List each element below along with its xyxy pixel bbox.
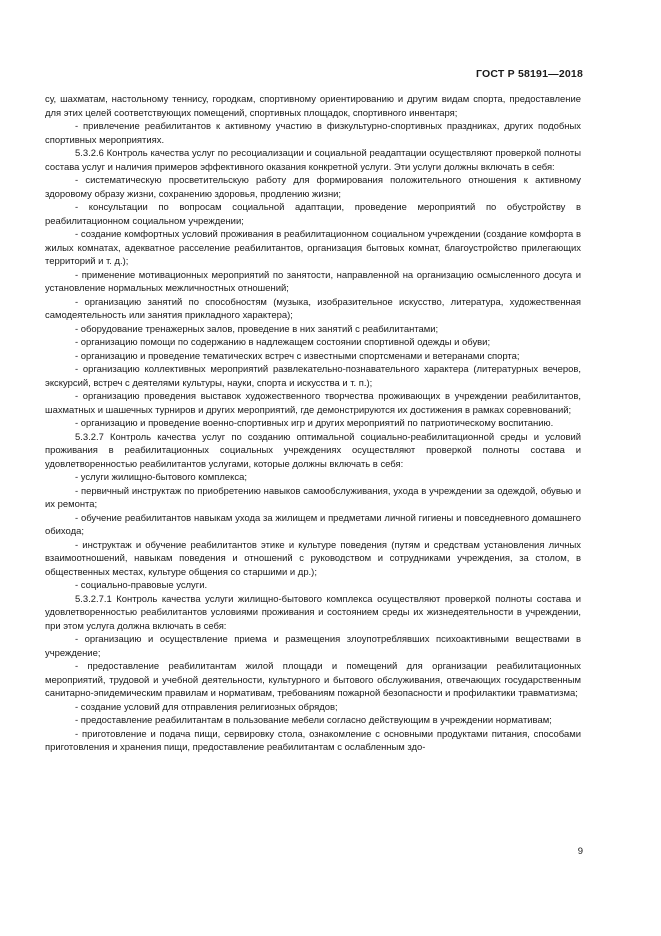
document-body <box>45 93 581 755</box>
paragraph: - организацию помощи по содержанию в надлежащем состоянии спортивной одежды и обуви; <box>75 337 491 348</box>
paragraph: 5.3.2.6 Контроль качества услуг по ресоциализации и социальной реадаптации осуществляют проверкой полноты состава услуг и наличия примеров эффективного оказания конкретной услуги. Эти услуги должны включать в себя: <box>45 148 581 173</box>
paragraph: - инструктаж и обучение реабилитантов этике и культуре поведения (путям и средствам установления личных взаимоотношений, навыкам поведения и отношений с руководством и сотрудниками учреждения, за столом, в общественных местах, культуре общения со старшими и др.); <box>45 539 581 578</box>
paragraph: - организацию занятий по способностям (музыка, изобразительное искусство, литература, художественная самодеятельность или занятия прикладного характера); <box>45 296 581 321</box>
paragraph: - применение мотивационных мероприятий по занятости, направленной на организацию осмысленного досуга и установление нормальных межличностных отношений; <box>45 269 581 294</box>
paragraph: - социально-правовые услуги. <box>75 580 208 591</box>
paragraph: - организацию коллективных мероприятий развлекательно-познавательного характера (литературных вечеров, экскурсий, встреч с деятелями культуры, науки, спорта и искусства и т. п.); <box>45 364 581 389</box>
paragraph: - первичный инструктаж по приобретению навыков самообслуживания, ухода в учреждении за одеждой, обувью и их ремонта; <box>45 485 581 510</box>
paragraph: - создание условий для отправления религиозных обрядов; <box>75 701 338 713</box>
paragraph: - организацию и осуществление приема и размещения злоупотреблявших психоактивными веществами в учреждение; <box>45 634 581 659</box>
paragraph: - систематическую просветительскую работу для формирования положительного отношения к активному здоровому образу жизни, сохранению здоровья, продлению жизни; <box>45 175 581 200</box>
paragraph: - организацию и проведение военно-спортивных игр и других мероприятий по патриотическому воспитанию. <box>75 418 554 429</box>
paragraph: су, шахматам, настольному теннису, городкам, спортивному ориентированию и другим видам спорта, предоставление для этих целей соответствующих помещений, спортивных площадок, спортивного инвентаря; <box>45 94 581 119</box>
paragraph: - обучение реабилитантов навыкам ухода за жилищем и предметами личной гигиены и повседневного домашнего обихода; <box>45 512 581 537</box>
paragraph: - организацию проведения выставок художественного творчества проживающих в учреждении реабилитантов, шахматных и шашечных турниров и других мероприятий, где демонстрируются их достижения в рамках соревнований; <box>45 391 581 416</box>
paragraph: 5.3.2.7.1 Контроль качества услуги жилищно-бытового комплекса осуществляют проверкой полноты состава и удовлетворенностью реабилитантов условиями проживания и состоянием среды их жизнедеятельности в учреждении, при этом услуга должна включать в себя: <box>45 593 581 632</box>
paragraph: - привлечение реабилитантов к активному участию в физкультурно-спортивных праздниках, других подобных спортивных мероприятиях. <box>45 121 581 146</box>
paragraph: - предоставление реабилитантам в пользование мебели согласно действующим в учреждении нормативам; <box>75 715 552 726</box>
paragraph: - услуги жилищно-бытового комплекса; <box>75 472 247 483</box>
paragraph: - создание комфортных условий проживания в реабилитационном социальном учреждении (создание комфорта в жилых комнатах, адекватное расселение реабилитантов, организация бытовых комнат, благоустройство прилегающих территорий и т. д.); <box>45 229 581 267</box>
paragraph: - организацию и проведение тематических встреч с известными спортсменами и ветеранами спорта; <box>75 350 520 362</box>
paragraph: - предоставление реабилитантам жилой площади и помещений для организации реабилитационных мероприятий, трудовой и учебной деятельности, культурного и бытового обслуживания, отвечающих государственным санитарно-эпидемическим правилам и нормативам, требованиям пожарной безопасности и профилактики травматизма; <box>45 661 581 699</box>
paragraph: 5.3.2.7 Контроль качества услуг по созданию оптимальной социально-реабилитационной среды и условий проживания в реабилитационных социальных учреждениях осуществляют проверкой полноты состава и удовлетворенностью реабилитантов услугами, которые должны включать в себя: <box>45 431 581 470</box>
page-number: 9 <box>577 846 583 857</box>
document-id-header: ГОСТ Р 58191—2018 <box>475 68 583 80</box>
paragraph: - оборудование тренажерных залов, проведение в них занятий с реабилитантами; <box>75 323 439 335</box>
paragraph: - консультации по вопросам социальной адаптации, проведение мероприятий по обустройству в реабилитационном социальном учреждении; <box>45 202 581 227</box>
paragraph: - приготовление и подача пищи, сервировку стола, ознакомление с основными продуктами питания, способами приготовления и хранения пищи, предоставление реабилитантам с ослабленным здо- <box>45 728 581 753</box>
